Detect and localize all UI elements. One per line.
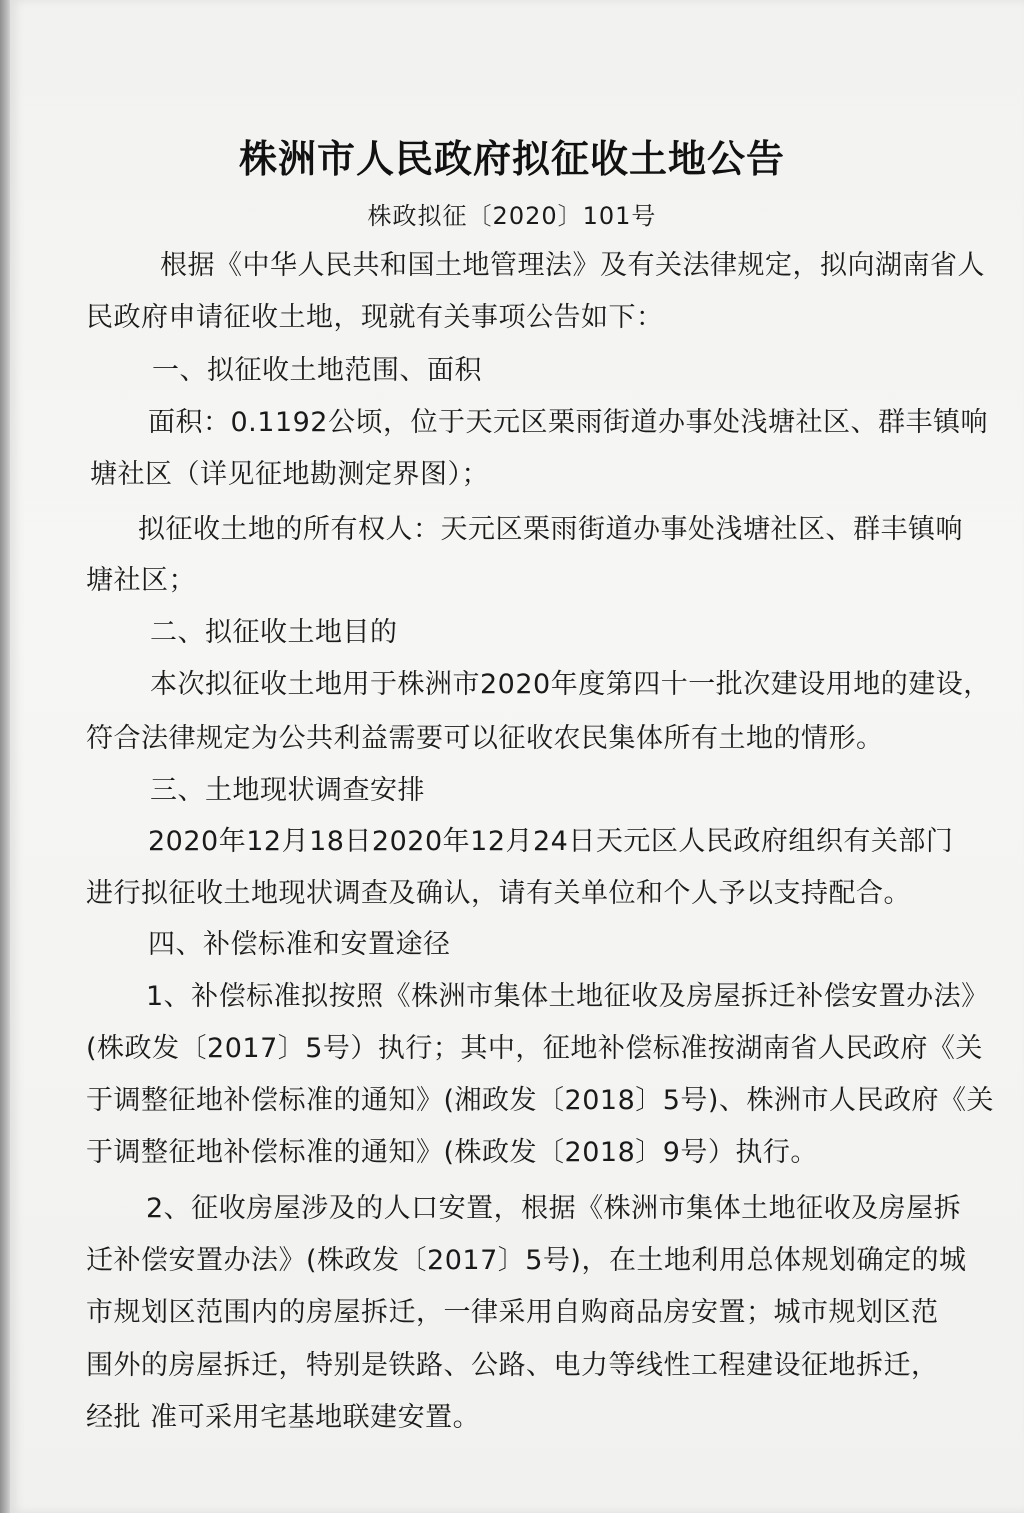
body-line-15: 1、补偿标准拟按照《株洲市集体土地征收及房屋拆迁补偿安置办法》 bbox=[146, 981, 989, 1012]
body-line-20: 迁补偿安置办法》(株政发〔2017〕5号)，在土地利用总体规划确定的城 bbox=[86, 1245, 967, 1276]
body-line-13: 进行拟征收土地现状调查及确认，请有关单位和个人予以支持配合。 bbox=[86, 878, 911, 909]
section-heading-3: 三、土地现状调查安排 bbox=[150, 775, 425, 806]
body-line-2: 民政府申请征收土地，现就有关事项公告如下： bbox=[86, 302, 664, 333]
body-line-12: 2020年12月18日2020年12月24日天元区人民政府组织有关部门 bbox=[148, 826, 954, 857]
section-heading-1: 一、拟征收土地范围、面积 bbox=[152, 355, 482, 386]
body-line-16: (株政发〔2017〕5号）执行；其中，征地补偿标准按湖南省人民政府《关 bbox=[86, 1033, 983, 1064]
body-line-22: 围外的房屋拆迁，特别是铁路、公路、电力等线性工程建设征地拆迁， bbox=[86, 1350, 939, 1381]
body-line-17: 于调整征地补偿标准的通知》(湘政发〔2018〕5号)、株洲市人民政府《关 bbox=[86, 1085, 994, 1116]
section-heading-2: 二、拟征收土地目的 bbox=[150, 617, 398, 648]
body-line-6: 拟征收土地的所有权人：天元区栗雨街道办事处浅塘社区、群丰镇响 bbox=[138, 514, 963, 545]
body-line-7: 塘社区； bbox=[86, 565, 196, 596]
body-line-4: 面积：0.1192公顷，位于天元区栗雨街道办事处浅塘社区、群丰镇响 bbox=[148, 407, 988, 438]
body-line-21: 市规划区范围内的房屋拆迁，一律采用自购商品房安置；城市规划区范 bbox=[86, 1297, 939, 1328]
body-line-9: 本次拟征收土地用于株洲市2020年度第四十一批次建设用地的建设， bbox=[150, 669, 991, 700]
body-line-1: 根据《中华人民共和国土地管理法》及有关法律规定，拟向湖南省人 bbox=[160, 250, 985, 281]
section-heading-4: 四、补偿标准和安置途径 bbox=[148, 929, 451, 960]
body-line-5: 塘社区（详见征地勘测定界图）； bbox=[90, 459, 489, 490]
body-line-18: 于调整征地补偿标准的通知》(株政发〔2018〕9号）执行。 bbox=[86, 1137, 818, 1168]
page-title: 株洲市人民政府拟征收土地公告 bbox=[238, 136, 785, 181]
document-number: 株政拟征〔2020〕101号 bbox=[367, 202, 657, 230]
body-line-23: 经批 准可采用宅基地联建安置。 bbox=[86, 1402, 481, 1433]
body-line-10: 符合法律规定为公共利益需要可以征收农民集体所有土地的情形。 bbox=[86, 723, 884, 754]
body-line-19: 2、征收房屋涉及的人口安置，根据《株洲市集体土地征收及房屋拆 bbox=[146, 1193, 962, 1224]
